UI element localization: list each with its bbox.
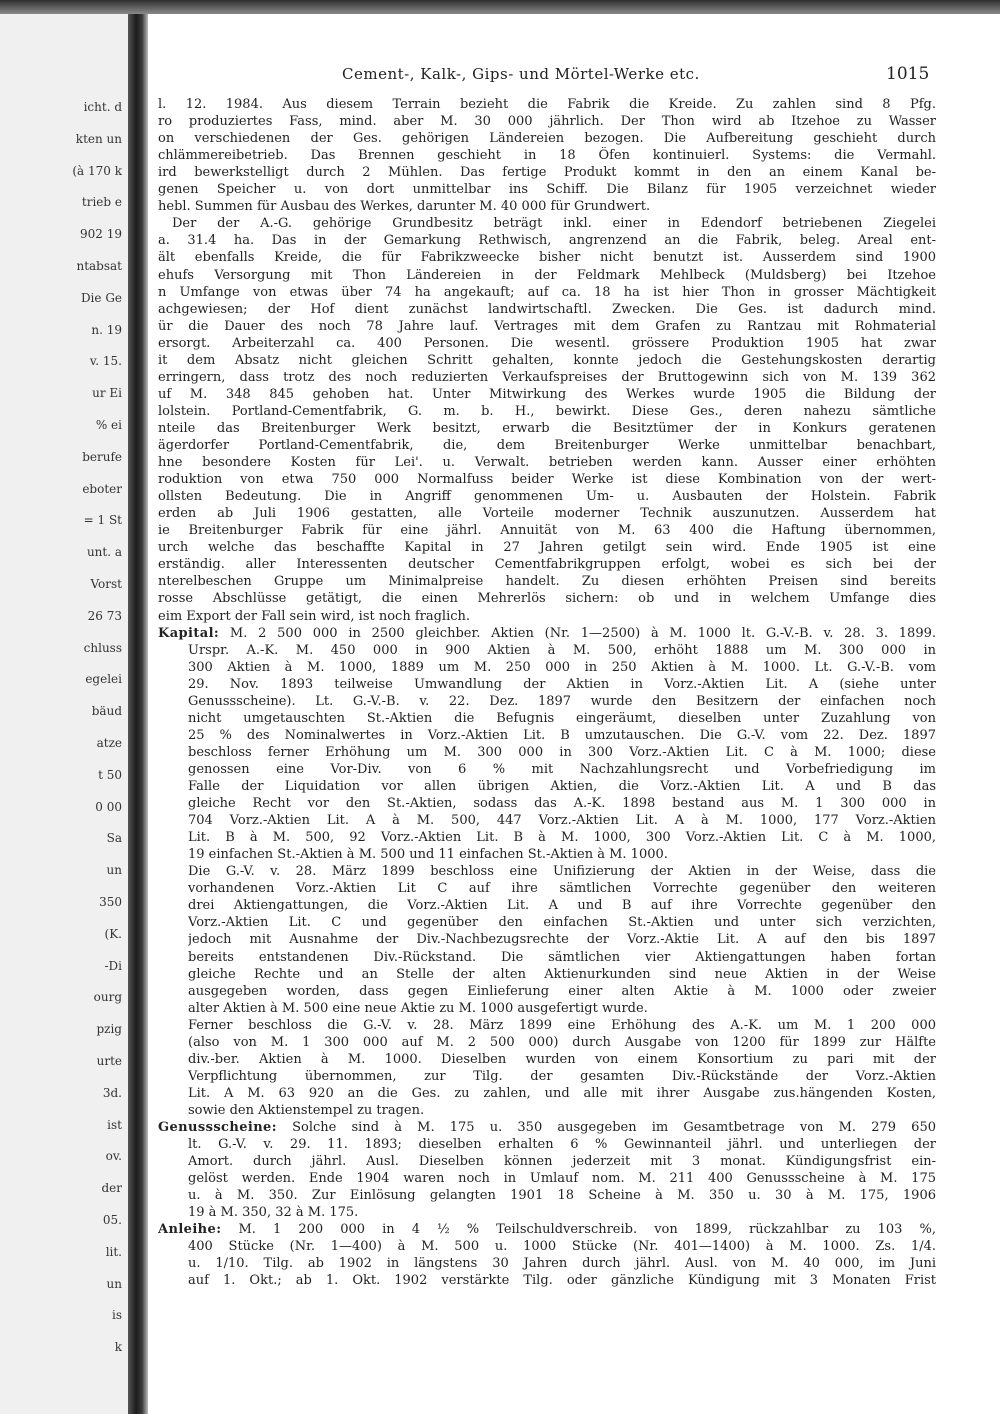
left-margin-fragment: berufe (82, 449, 122, 464)
left-margin-fragment: v. 15. (89, 354, 122, 369)
kapital-line: alter Aktien à M. 500 eine neue Aktie zu M. 1000 ausgefertigt wurde. (188, 1000, 648, 1016)
paragraph-line: roduktion von etwa 750 000 Normalfuss beider Werke ist diese Kombination von der wert- (158, 472, 936, 488)
left-margin-fragment: eboter (82, 481, 122, 496)
paragraph-line: ält ebenfalls Kreide, die für Fabrikzweecke bisher nicht benutzt ist. Ausserdem sind 1900 (158, 250, 936, 266)
left-margin-fragment: ist (107, 1117, 122, 1132)
left-margin-fragment: lit. (105, 1244, 122, 1259)
genussscheine-line: gelöst werden. Ende 1904 waren noch in Umlauf nom. M. 211 400 Genussscheine à M. 175 (188, 1171, 936, 1187)
kapital-line: 19 einfachen St.-Aktien à M. 500 und 11 einfachen St.-Aktien à M. 1000. (188, 847, 668, 863)
kapital-line: Urspr. A.-K. M. 450 000 in 900 Aktien à M. 500, erhöht 1888 um M. 300 000 in (188, 642, 936, 658)
paragraph-line: ollsten Bedeutung. Die in Angriff genommenen Um- u. Ausbauten der Holstein. Fabrik (158, 489, 936, 505)
left-margin-fragment: trieb e (81, 195, 122, 210)
anleihe-line (158, 1221, 936, 1238)
kapital-line: Falle der Liquidation vor allen übrigen Aktien, die Vorz.-Aktien Lit. A und B das (188, 779, 936, 794)
left-page-margin (0, 14, 128, 1414)
kapital-line: drei Aktiengattungen, die Vorz.-Aktien Lit. A und B auf ihre Vorrechte gegenüber den (188, 898, 936, 914)
paragraph-line: nterelbeschen Gruppe um Minimalpreise handelt. Zu diesen erhöhten Preisen sind bereits (158, 574, 936, 590)
genussscheine-line: lt. G.-V. v. 29. 11. 1893; dieselben erhalten 6 % Gewinnanteil jährl. und unterliegen der (188, 1137, 936, 1153)
left-margin-fragment: Sa (106, 831, 122, 846)
paragraph-line: urch welche das beschaffte Kapital in 27 Jahren getilgt sein wird. Ende 1905 ist eine (158, 540, 936, 556)
anleihe-line: auf 1. Okt.; ab 1. Okt. 1902 verstärkte Tilg. oder gänzliche Kündigung mit 3 Monaten Frist (188, 1273, 936, 1289)
kapital-line: 300 Aktien à M. 1000, 1889 um M. 250 000 in 250 Aktien à M. 1000. Lt. G.-V.-B. vom (188, 659, 936, 675)
kapital-line: Lit. B à M. 500, 92 Vorz.-Aktien Lit. B à M. 1000, 300 Vorz.-Aktien Lit. C à M. 1000, (188, 830, 936, 846)
paragraph-line: l. 12. 1984. Aus diesem Terrain bezieht die Fabrik die Kreide. Zu zahlen sind 8 Pfg. (158, 97, 936, 112)
genussscheine-line: Amort. durch jährl. Ausl. Dieselben können jederzeit mit 3 monat. Kündigungsfrist ein- (188, 1154, 936, 1170)
paragraph-line: rosse Abschlüsse getätigt, die einen Mehrerlös sichern: ob und in welchem Umfange dies (158, 591, 936, 607)
paragraph-line: uf M. 348 845 gehoben hat. Unter Mitwirkung des Werkes wurde 1905 die Bildung der (158, 386, 936, 402)
section-label-genussscheine: Genussscheine: (158, 1120, 277, 1135)
paragraph-line: eim Export der Fall sein wird, ist noch fraglich. (158, 608, 471, 624)
scan-top-edge (0, 0, 1000, 14)
left-margin-fragment: 350 (99, 895, 122, 909)
kapital-line: (also von M. 1 300 000 auf M. 2 500 000) durch Ausgabe von 1200 für 1899 zur Hälfte (188, 1034, 936, 1050)
paragraph-line: achgewiesen; der Hof dient zunächst landwirtschaftl. Zwecken. Die Ges. ist dadurch mind. (158, 301, 936, 317)
left-margin-fragment: -Di (104, 958, 122, 973)
left-margin-fragment: ur Ei (92, 386, 122, 401)
left-margin-fragment: t 50 (98, 767, 122, 782)
section-first-line-text: M. 2 500 000 in 2500 gleichber. Aktien (Nr. 1—2500) à M. 1000 lt. G.-V.-B. v. 28. 3. 1899. (219, 625, 936, 641)
kapital-line: gleiche Recht vor den St.-Aktien, sodass das A.-K. 1898 bestand aus M. 1 300 000 in (188, 796, 936, 812)
left-margin-fragment: (K. (104, 926, 122, 941)
paragraph-line: n Umfange von etwas über 74 ha angekauft; auf ca. 18 ha ist hier Thon in grosser Mächtigkeit (158, 284, 936, 300)
paragraph-line: ür die Dauer des noch 78 Jahre lauf. Vertrages mit dem Grafen zu Rantzau mit Rohmaterial (158, 318, 936, 334)
kapital-line: genossen eine Vor-Div. von 6 % mit Nachzahlungsrecht und Vorbefriedigung im (188, 761, 936, 777)
paragraph-line: hne besondere Kosten für Lei'. u. Verwalt. betrieben werden kann. Ausser einer erhöhten (158, 455, 936, 471)
left-margin-fragment: % ei (95, 418, 122, 432)
section-label-anleihe: Anleihe: (158, 1222, 222, 1238)
paragraph-line: lolstein. Portland-Cementfabrik, G. m. b. H., bewirkt. Diese Ges., deren nahezu sämtliche (158, 403, 936, 419)
left-margin-fragment: 05. (102, 1213, 122, 1227)
kapital-line: Die G.-V. v. 28. März 1899 beschloss eine Unifizierung der Aktien in der Weise, dass die (188, 864, 936, 880)
section-first-line-text: M. 1 200 000 in 4 ½ % Teilschuldverschreib. von 1899, rückzahlbar zu 103 %, (221, 1222, 936, 1238)
kapital-line: vorhandenen Vorz.-Aktien Lit C auf ihre sämtlichen Vorrechte gegenüber den weiteren (188, 881, 936, 897)
paragraph-line: erständig. aller Interessenten deutscher Cementfabrikgruppen erfolgt, wobei es sich bei der (158, 557, 936, 573)
paragraph-line: nteile das Breitenburger Werk besitzt, erwarb die Besitztümer der in Konkurs geratenen (158, 420, 936, 436)
paragraph-line: a. 31.4 ha. Das in der Gemarkung Rethwisch, angrenzend an die Fabrik, beleg. Areal ent- (158, 233, 936, 249)
anleihe-line: u. 1/10. Tilg. ab 1902 in längstens 30 Jahren durch jährl. Ausl. von M. 40 000, im Juni (188, 1256, 936, 1272)
page-header-title: Cement-, Kalk-, Gips- und Mörtel-Werke etc. (342, 65, 700, 83)
left-margin-fragment: 3d. (102, 1085, 122, 1100)
left-margin-fragment: urte (96, 1054, 122, 1068)
kapital-line: Genussscheine). Lt. G.-V.-B. v. 22. Dez. 1897 wurde den Besitzern der einfachen noch (188, 693, 936, 709)
left-margin-fragment: pzig (96, 1022, 122, 1037)
paragraph-line: Der der A.-G. gehörige Grundbesitz beträgt inkl. einer in Edendorf betriebenen Ziegelei (172, 216, 936, 232)
left-margin-fragment: egelei (85, 672, 122, 687)
kapital-line: jedoch mit Ausnahme der Div.-Nachbezugsrechte der Vorz.-Aktie Lit. A auf den bis 1897 (188, 932, 936, 948)
left-margin-fragment: atze (96, 736, 122, 750)
section-first-line-text: Solche sind à M. 175 u. 350 ausgegeben im Gesamtbetrage von M. 279 650 (276, 1120, 936, 1135)
paragraph-line: ie Breitenburger Fabrik für eine jährl. Annuität von M. 63 400 die Haftung übernommen, (158, 523, 936, 539)
left-margin-fragment: 902 19 (80, 227, 122, 242)
paragraph-line: ägerdorfer Portland-Cementfabrik, die, dem Breitenburger Werke unmittelbar benachbart, (158, 438, 936, 453)
kapital-line: sowie den Aktienstempel zu tragen. (188, 1102, 425, 1118)
left-margin-fragment: ourg (93, 990, 122, 1005)
left-margin-fragment: n. 19 (91, 322, 122, 337)
paragraph-line: chlämmereibetrieb. Das Brennen geschieht in 18 Öfen kontinuierl. Systems: die Vermahl. (158, 148, 936, 164)
paragraph-line: erden ab Juli 1906 gestatten, alle Vorteile moderner Technik auszunutzen. Ausserdem hat (158, 506, 936, 522)
anleihe-line: 400 Stücke (Nr. 1—400) à M. 500 u. 1000 Stücke (Nr. 401—1400) à M. 1000. Zs. 1/4. (188, 1239, 936, 1255)
kapital-line: div.-ber. Aktien à M. 1000. Dieselben wurden von einem Konsortium zu pari mit der (188, 1051, 936, 1067)
kapital-line: beschloss ferner Erhöhung um M. 300 000 in 300 Vorz.-Aktien Lit. C à M. 1000; diese (188, 744, 936, 760)
paragraph-line: ird bewerkstelligt durch 2 Mühlen. Das fertige Produkt kommt in den an einem Kanal be- (158, 165, 936, 181)
paragraph-line: ersorgt. Arbeiterzahl ca. 400 Personen. Die wesentl. grössere Produktion 1905 hat zwar (158, 335, 936, 351)
left-margin-fragment: un (106, 1276, 122, 1291)
kapital-line: Vorz.-Aktien Lit. C und gegenüber den einfachen St.-Aktien und unter sich verzichten, (188, 915, 936, 931)
paragraph-line: erringern, dass trotz des noch reduzierten Verkaufspreises der Bruttogewinn sich von M. 139 362 (158, 369, 936, 385)
kapital-line: gleiche Rechte und an Stelle der alten Aktienurkunden sind neue Aktien in der Weise (188, 966, 936, 982)
left-margin-fragment: un (106, 863, 122, 878)
left-margin-fragment: Vorst (90, 577, 122, 591)
genussscheine-line (158, 1119, 936, 1136)
paragraph-line: ro produziertes Fass, mind. aber M. 30 000 jährlich. Der Thon wird ab Itzehoe zu Wasser (158, 114, 936, 130)
kapital-line: 29. Nov. 1893 teilweise Umwandlung der Aktien in Vorz.-Aktien Lit. A (siehe unter (188, 676, 936, 692)
left-margin-fragment: 26 73 (87, 608, 122, 623)
paragraph-line: on verschiedenen der Ges. gehörigen Ländereien bezogen. Die Aufbereitung geschieht durch (158, 131, 936, 147)
kapital-line: Ferner beschloss die G.-V. v. 28. März 1899 eine Erhöhung des A.-K. um M. 1 200 000 (188, 1017, 936, 1033)
section-label-kapital: Kapital: (158, 625, 220, 641)
book-gutter (128, 14, 148, 1414)
paragraph-line: it dem Absatz nicht gleichen Schritt gehalten, konnte jedoch die Gestehungskosten derartig (158, 352, 936, 368)
kapital-line: Lit. A M. 63 920 an die Ges. zu zahlen, und alle mit ihrer Ausgabe zus.hängenden Kosten, (188, 1085, 936, 1101)
kapital-line (158, 625, 936, 642)
paragraph-line: ehufs Versorgung mit Thon Ländereien in der Feldmark Mehlbeck (Muldsberg) bei Itzehoe (158, 267, 936, 283)
kapital-line: 25 % des Nominalwertes in Vorz.-Aktien Lit. B umzutauschen. Die G.-V. vom 22. Dez. 1897 (188, 727, 936, 743)
kapital-line: nicht umgetauschten St.-Aktien die Befugnis eingeräumt, dieselben unter Zuzahlung von (188, 710, 936, 726)
left-margin-fragment: bäud (91, 704, 122, 719)
kapital-line: 704 Vorz.-Aktien Lit. A à M. 500, 447 Vorz.-Aktien Lit. A à M. 1000, 177 Vorz.-Aktien (188, 813, 936, 829)
left-margin-fragment: unt. a (86, 545, 122, 560)
page-number: 1015 (886, 64, 930, 84)
left-margin-fragment: der (101, 1181, 122, 1196)
left-margin-fragment: ov. (105, 1149, 122, 1164)
genussscheine-line: u. à M. 350. Zur Einlösung gelangten 1901 18 Scheine à M. 350 u. 30 à M. 175, 1906 (188, 1188, 936, 1204)
paragraph-line: hebl. Summen für Ausbau des Werkes, darunter M. 40 000 für Grundwert. (158, 199, 651, 215)
kapital-line: bereits entstandenen Div.-Rückstand. Die sämtlichen vier Aktiengattungen haben fortan (188, 949, 936, 965)
left-margin-fragment: kten un (75, 131, 122, 146)
left-margin-fragment: = 1 St (83, 513, 122, 528)
kapital-line: ausgegeben worden, dass gegen Einlieferung einer alten Aktie à M. 1000 oder zweier (188, 983, 936, 999)
left-margin-fragment: is (112, 1308, 122, 1323)
left-margin-fragment: k (114, 1340, 122, 1355)
left-margin-fragment: icht. d (83, 100, 122, 114)
paragraph-line: genen Speicher u. von dort unmittelbar ins Schiff. Die Bilanz für 1905 verzeichnet wieder (158, 182, 936, 198)
left-margin-fragment: chluss (83, 640, 122, 655)
left-margin-fragment: (à 170 k (72, 163, 122, 178)
genussscheine-line: 19 à M. 350, 32 à M. 175. (188, 1205, 359, 1221)
left-margin-fragment: Die Ge (80, 290, 122, 305)
left-margin-fragment: ntabsat (76, 259, 122, 273)
kapital-line: Verpflichtung übernommen, zur Tilg. der gesamten Div.-Rückstände der Vorz.-Aktien (188, 1068, 936, 1084)
left-margin-fragment: 0 00 (95, 799, 122, 814)
